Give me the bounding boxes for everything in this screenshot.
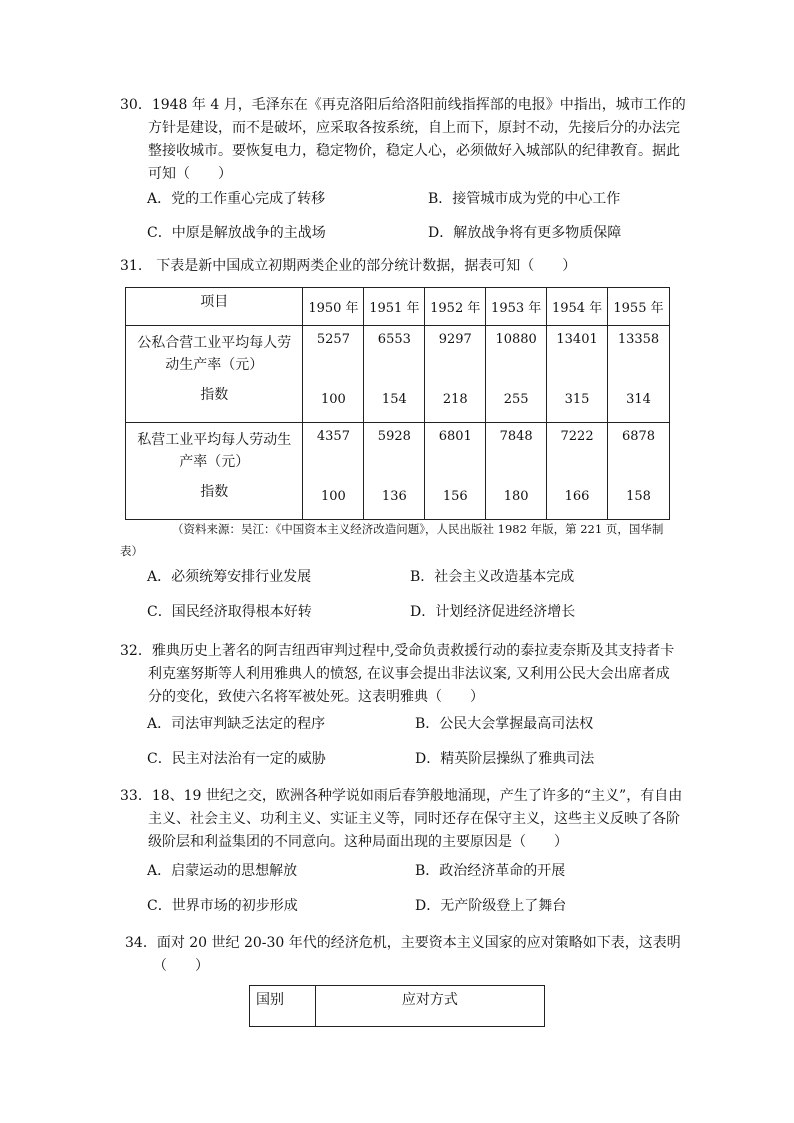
q32-option-b[interactable]: B．公民大会掌握最高司法权 (415, 716, 594, 732)
q31-option-c[interactable]: C．国民经济取得根本好转 (147, 604, 312, 620)
cell-index: 158 (626, 489, 651, 504)
q32-line-1: 32．雅典历史上著名的阿吉纽西审判过程中,受命负责救援行动的泰拉麦奈斯及其支持者卡 (120, 643, 675, 659)
cell-value: 9297 (438, 332, 472, 347)
q30-option-d[interactable]: D．解放战争将有更多物质保障 (428, 225, 622, 241)
header-response: 应对方式 (315, 986, 544, 1027)
q30-line-1: 30．1948 年 4 月，毛泽东在《再克洛阳后给洛阳前线指挥部的电报》中指出，城市工作的 (120, 97, 686, 113)
q33-option-b[interactable]: B．政治经济革命的开展 (415, 863, 566, 879)
q33-stem (120, 785, 682, 854)
q32-line-2: 利克塞努斯等人利用雅典人的愤怒, 在议事会提出非法议案, 又利用公民大会出席者成 (148, 666, 670, 682)
q32-option-c[interactable]: C．民主对法治有一定的威胁 (147, 751, 326, 767)
cell-value: 7848 (499, 429, 533, 444)
q33-option-a[interactable]: A．启蒙运动的思想解放 (147, 863, 298, 879)
q32-option-d[interactable]: D．精英阶层操纵了雅典司法 (415, 751, 595, 767)
q33-line-3: 级阶层和利益集团的不同意向。这种局面出现的主要原因是（ ） (148, 834, 568, 850)
header-year: 1954 年 (547, 288, 608, 326)
q31-option-d[interactable]: D．计划经济促进经济增长 (410, 604, 576, 620)
cell-value: 4357 (316, 429, 350, 444)
q32-option-a[interactable]: A．司法审判缺乏法定的程序 (147, 716, 326, 732)
q31-option-a[interactable]: A．必须统筹安排行业发展 (147, 569, 312, 585)
cell-value: 13358 (617, 332, 660, 347)
cell-index: 180 (503, 489, 529, 504)
cell-value: 13401 (556, 332, 598, 347)
cell-index: 156 (442, 489, 468, 504)
cell-index: 154 (381, 392, 407, 407)
cell-value: 6801 (438, 429, 472, 444)
q32-stem (120, 640, 674, 709)
table-header-row (126, 288, 670, 326)
cell-value: 6878 (621, 429, 656, 444)
q33-line-2: 主义、社会主义、功利主义、实证主义等，同时还存在保守主义，这些主义反映了各阶 (148, 811, 680, 827)
header-year: 1955 年 (608, 288, 670, 326)
q31-table (125, 287, 670, 520)
q33-option-d[interactable]: D．无产阶级登上了舞台 (415, 898, 567, 914)
q31-stem: 31. 下表是新中国成立初期两类企业的部分统计数据，据表可知（ ） (120, 258, 577, 274)
q30-line-4: 可知（ ） (148, 166, 232, 182)
cell-index: 166 (564, 489, 590, 504)
cell-index: 314 (626, 392, 651, 407)
q33-line-1: 33．18、19 世纪之交，欧洲各种学说如雨后春笋般地涌现，产生了许多的“主义”，有自由 (120, 788, 683, 804)
row-label: 私营工业平均每人劳动生产率（元） (137, 432, 292, 470)
header-year: 1950 年 (303, 288, 364, 326)
cell-index: 255 (503, 392, 529, 407)
cell-value: 5257 (316, 332, 350, 347)
q30-option-b[interactable]: B．接管城市成为党的中心工作 (428, 191, 621, 207)
table-row (126, 423, 670, 520)
cell-index: 218 (442, 392, 468, 407)
q30-option-a[interactable]: A．党的工作重心完成了转移 (147, 191, 326, 207)
header-item: 项目 (126, 288, 303, 326)
q30-line-3: 整接收城市。要恢复电力，稳定物价，稳定人心，必须做好入城部队的纪律教育。据此 (148, 143, 680, 159)
q30-stem (120, 94, 686, 186)
q31-source-note: （资料来源：吴江：《中国资本主义经济改造问题》，人民出版社 1982 年版，第 221 页，国华制表） (120, 522, 664, 558)
header-year: 1953 年 (486, 288, 547, 326)
row-sublabel: 指数 (200, 484, 229, 500)
q34-table (249, 985, 545, 1027)
q30-line-2: 方针是建设，而不是破坏，应采取各按系统，自上而下，原封不动，先接后分的办法完 (148, 120, 680, 136)
cell-index: 315 (564, 392, 590, 407)
q32-line-3: 分的变化，致使六名将军被处死。这表明雅典（ ） (148, 689, 484, 705)
q30-option-c[interactable]: C．中原是解放战争的主战场 (147, 225, 326, 241)
q34-stem (125, 932, 681, 978)
cell-index: 100 (321, 489, 346, 504)
q34-line-1: 34．面对 20 世纪 20-30 年代的经济危机，主要资本主义国家的应对策略如下表，这表明 (125, 935, 681, 951)
cell-value: 10880 (495, 332, 537, 347)
cell-index: 136 (381, 489, 407, 504)
header-year: 1952 年 (425, 288, 486, 326)
q34-line-2: （ ） (153, 958, 209, 974)
cell-value: 7222 (560, 429, 594, 444)
cell-value: 5928 (377, 429, 411, 444)
table-header-row (250, 986, 545, 1027)
header-year: 1951 年 (364, 288, 425, 326)
table-row (126, 326, 670, 423)
row-sublabel: 指数 (200, 387, 229, 403)
q33-option-c[interactable]: C．世界市场的初步形成 (147, 898, 298, 914)
cell-index: 100 (321, 392, 346, 407)
q31-option-b[interactable]: B．社会主义改造基本完成 (410, 569, 575, 585)
cell-value: 6553 (377, 332, 411, 347)
row-label: 公私合营工业平均每人劳动生产率（元） (137, 335, 292, 373)
header-country: 国别 (250, 986, 316, 1027)
